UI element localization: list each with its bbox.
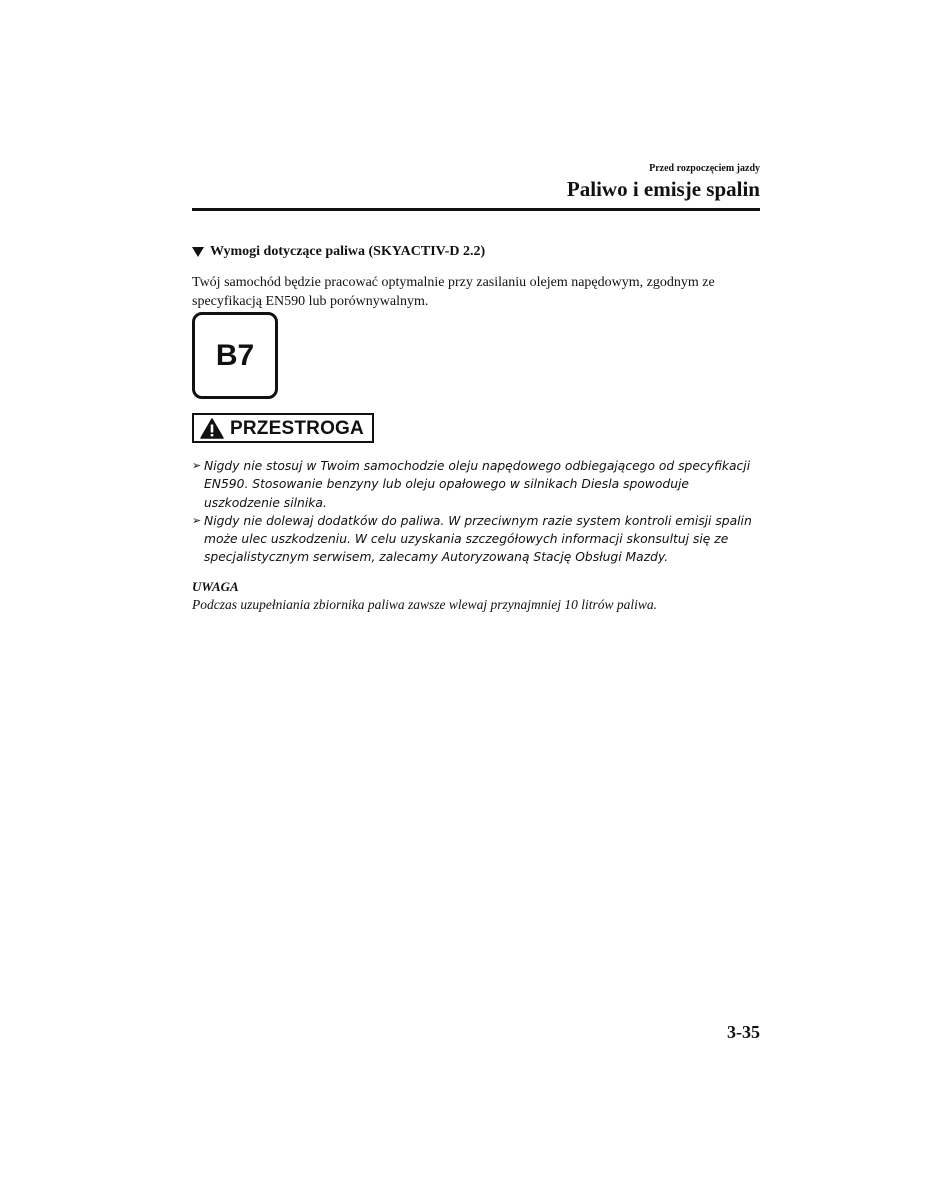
section-header: Przed rozpoczęciem jazdy [649,163,760,174]
list-item-text: Nigdy nie dolewaj dodatków do paliwa. W przeciwnym razie system kontroli emisji spalin może ulec uszkodzeniu. W celu uzyskania szczegółowych informacji skonsultuj się ze specjalistycznym serwisem, zalecamy Autoryzowaną Stację Obsługi Mazdy. [204,513,752,565]
caution-box [192,413,374,443]
warning-triangle-icon [200,418,224,439]
bullet-arrow-icon: ➢ [192,459,202,472]
down-triangle-icon [192,247,204,257]
note-heading: UWAGA [192,579,239,594]
list-item [192,457,762,512]
list-item-text: Nigdy nie stosuj w Twoim samochodzie oleju napędowego odbiegającego od specyfikacji EN590. Stosowanie benzyny lub oleju opałowego w silnikach Diesla spowoduje uszkodzenie silnika. [204,459,751,510]
caution-list [192,457,762,567]
header-divider [192,208,760,211]
bullet-arrow-icon: ➢ [192,513,202,527]
subsection-heading [192,244,485,260]
page-number: 3-35 [727,1022,760,1042]
intro-paragraph: Twój samochód będzie pracować optymalnie przy zasilaniu olejem napędowym, zgodnym ze specyfikacją EN590 lub porównywalnym. [192,275,715,309]
caution-label: PRZESTROGA [230,417,364,439]
list-item [192,512,762,567]
page-title: Paliwo i emisje spalin [566,177,760,201]
fuel-label-b7: B7 [192,312,278,399]
subsection-heading-text: Wymogi dotyczące paliwa (SKYACTIV-D 2.2) [210,244,486,259]
note-text: Podczas uzupełniania zbiornika paliwa zawsze wlewaj przynajmniej 10 litrów paliwa. [192,597,658,612]
